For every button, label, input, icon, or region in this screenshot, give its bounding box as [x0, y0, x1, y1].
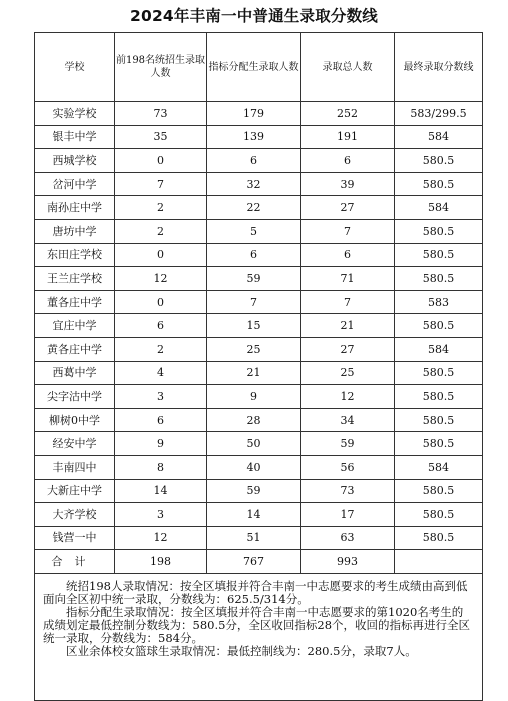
table-row: [35, 408, 483, 432]
final-score-cell: 580.5: [395, 479, 483, 503]
school-name-cell: 唐坊中学: [35, 219, 115, 243]
total-count-cell: 71: [301, 267, 395, 291]
top198-count-cell: 3: [115, 503, 207, 527]
total-count-cell: 34: [301, 408, 395, 432]
final-score-cell: 580.5: [395, 149, 483, 173]
school-name-cell: 钱营一中: [35, 526, 115, 550]
top198-count-cell: 3: [115, 385, 207, 409]
table-row: [35, 432, 483, 456]
total-count-cell: 7: [301, 219, 395, 243]
quota-count-cell: 59: [207, 479, 301, 503]
top198-count-cell: 35: [115, 125, 207, 149]
final-score-cell: 580.5: [395, 432, 483, 456]
school-name-cell: 银丰中学: [35, 125, 115, 149]
top198-count-cell: 0: [115, 290, 207, 314]
quota-count-cell: 139: [207, 125, 301, 149]
school-name-cell: 王兰庄学校: [35, 267, 115, 291]
top198-count-cell: 6: [115, 408, 207, 432]
total-count-cell: 7: [301, 290, 395, 314]
total-count-cell: 27: [301, 196, 395, 220]
table-row: [35, 455, 483, 479]
table-row: [35, 102, 483, 126]
total-count-cell: 39: [301, 172, 395, 196]
top198-count-cell: 4: [115, 361, 207, 385]
school-name-cell: 西葛中学: [35, 361, 115, 385]
notes-cell: [35, 574, 483, 701]
total-count-cell: 6: [301, 243, 395, 267]
top198-count-cell: 9: [115, 432, 207, 456]
quota-count-cell: 6: [207, 243, 301, 267]
quota-count-cell: 22: [207, 196, 301, 220]
total-quota: 767: [207, 550, 301, 574]
note-paragraph: 区业余体校女篮球生录取情况：最低控制线为：280.5分，录取7人。: [66, 644, 417, 659]
quota-count-cell: 50: [207, 432, 301, 456]
total-label: 合计: [35, 550, 115, 574]
table-row: [35, 172, 483, 196]
top198-count-cell: 12: [115, 526, 207, 550]
total-count-cell: 63: [301, 526, 395, 550]
total-count-cell: 27: [301, 337, 395, 361]
final-score-cell: 580.5: [395, 503, 483, 527]
quota-count-cell: 179: [207, 102, 301, 126]
total-count-cell: 191: [301, 125, 395, 149]
quota-count-cell: 25: [207, 337, 301, 361]
school-name-cell: 黄各庄中学: [35, 337, 115, 361]
final-score-cell: 580.5: [395, 361, 483, 385]
table-row: [35, 267, 483, 291]
quota-count-cell: 40: [207, 455, 301, 479]
table-row: [35, 314, 483, 338]
school-name-cell: 经安中学: [35, 432, 115, 456]
school-name-cell: 丰南四中: [35, 455, 115, 479]
top198-count-cell: 6: [115, 314, 207, 338]
total-count-cell: 6: [301, 149, 395, 173]
final-score-cell: 584: [395, 196, 483, 220]
table-row: [35, 526, 483, 550]
quota-count-cell: 28: [207, 408, 301, 432]
quota-count-cell: 14: [207, 503, 301, 527]
quota-count-cell: 5: [207, 219, 301, 243]
school-name-cell: 实验学校: [35, 102, 115, 126]
table-row: [35, 196, 483, 220]
school-name-cell: 柳树0中学: [35, 408, 115, 432]
final-score-cell: 584: [395, 125, 483, 149]
table-row: [35, 290, 483, 314]
page-title: 2024年丰南一中普通生录取分数线: [129, 7, 379, 25]
final-score-cell: 580.5: [395, 385, 483, 409]
note-paragraph: 指标分配生录取情况：按全区填报并符合丰南一中志愿要求的第1020名考生的成绩划定最低控制分数线为：580.5分，全区收回指标28个，收回的指标再进行全区统一录取，分数线为：584分。: [43, 605, 471, 646]
table-header-row: [35, 33, 483, 102]
quota-count-cell: 51: [207, 526, 301, 550]
top198-count-cell: 2: [115, 337, 207, 361]
final-score-cell: 580.5: [395, 219, 483, 243]
table-row: [35, 503, 483, 527]
quota-count-cell: 9: [207, 385, 301, 409]
school-name-cell: 西城学校: [35, 149, 115, 173]
school-name-cell: 大新庄中学: [35, 479, 115, 503]
top198-count-cell: 7: [115, 172, 207, 196]
school-name-cell: 董各庄中学: [35, 290, 115, 314]
total-count-cell: 73: [301, 479, 395, 503]
top198-count-cell: 0: [115, 149, 207, 173]
total-count-cell: 252: [301, 102, 395, 126]
table-row: [35, 361, 483, 385]
total-count: 993: [301, 550, 395, 574]
header-final-score: 最终录取分数线: [395, 33, 483, 102]
top198-count-cell: 0: [115, 243, 207, 267]
header-quota: 指标分配生录取人数: [207, 33, 301, 102]
final-score-cell: 583: [395, 290, 483, 314]
notes-row: [35, 574, 483, 701]
total-count-cell: 59: [301, 432, 395, 456]
header-top198: 前198名统招生录取人数: [115, 33, 207, 102]
school-name-cell: 岔河中学: [35, 172, 115, 196]
total-count-cell: 56: [301, 455, 395, 479]
top198-count-cell: 2: [115, 196, 207, 220]
table-row: [35, 219, 483, 243]
quota-count-cell: 59: [207, 267, 301, 291]
note-paragraph: 统招198人录取情况：按全区填报并符合丰南一中志愿要求的考生成绩由高到低面向全区初中统一录取，分数线为：625.5/314分。: [43, 579, 468, 607]
table-row: [35, 337, 483, 361]
school-name-cell: 宜庄中学: [35, 314, 115, 338]
top198-count-cell: 14: [115, 479, 207, 503]
header-school: 学校: [35, 33, 115, 102]
total-top198: 198: [115, 550, 207, 574]
quota-count-cell: 32: [207, 172, 301, 196]
total-final-score: [395, 550, 483, 574]
final-score-cell: 584: [395, 455, 483, 479]
final-score-cell: 580.5: [395, 243, 483, 267]
table-row: [35, 385, 483, 409]
final-score-cell: 580.5: [395, 526, 483, 550]
school-name-cell: 东田庄学校: [35, 243, 115, 267]
school-name-cell: 南孙庄中学: [35, 196, 115, 220]
final-score-cell: 584: [395, 337, 483, 361]
admission-table: [34, 32, 483, 701]
final-score-cell: 583/299.5: [395, 102, 483, 126]
total-row: [35, 550, 483, 574]
final-score-cell: 580.5: [395, 267, 483, 291]
final-score-cell: 580.5: [395, 314, 483, 338]
quota-count-cell: 7: [207, 290, 301, 314]
top198-count-cell: 73: [115, 102, 207, 126]
total-count-cell: 21: [301, 314, 395, 338]
quota-count-cell: 15: [207, 314, 301, 338]
table-row: [35, 149, 483, 173]
total-count-cell: 17: [301, 503, 395, 527]
school-name-cell: 大齐学校: [35, 503, 115, 527]
final-score-cell: 580.5: [395, 172, 483, 196]
table-row: [35, 479, 483, 503]
quota-count-cell: 21: [207, 361, 301, 385]
top198-count-cell: 12: [115, 267, 207, 291]
top198-count-cell: 8: [115, 455, 207, 479]
header-total: 录取总人数: [301, 33, 395, 102]
quota-count-cell: 6: [207, 149, 301, 173]
table-row: [35, 125, 483, 149]
school-name-cell: 尖字沽中学: [35, 385, 115, 409]
top198-count-cell: 2: [115, 219, 207, 243]
total-count-cell: 12: [301, 385, 395, 409]
table-row: [35, 243, 483, 267]
total-count-cell: 25: [301, 361, 395, 385]
final-score-cell: 580.5: [395, 408, 483, 432]
